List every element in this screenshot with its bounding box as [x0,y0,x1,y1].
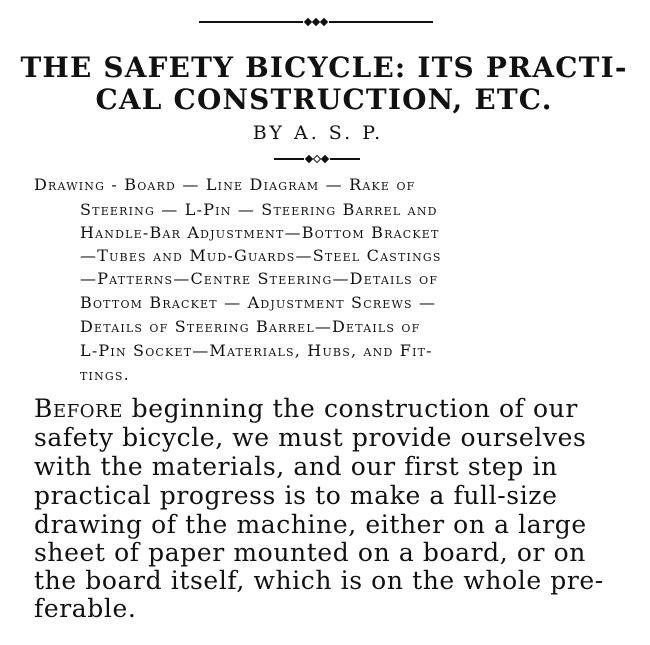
body-lead-word: Before [34,394,124,423]
diamond-icon [320,18,328,26]
body-line-6: sheet of paper mounted on a board, or on [34,538,586,567]
byline: BY A. S. P. [252,122,384,144]
ornament-line-right [329,21,433,23]
ornament-line-right [330,158,360,160]
ornament-line-left [199,21,303,23]
synopsis-line-4: —Tubes and Mud-Guards—Steel Castings [80,246,442,265]
synopsis-line-9: tings. [80,365,130,384]
synopsis-line-5: —Patterns—Centre Steering—Details of [80,269,439,288]
body-line-8: ferable. [34,594,137,623]
article-title-line-1: THE SAFETY BICYCLE: ITS PRACTI- [20,51,628,84]
synopsis-line-1: Drawing - Board — Line Diagram — Rake of [34,175,416,194]
top-ornament-rule [196,16,436,28]
synopsis-line-8: L-Pin Socket—Materials, Hubs, and Fit- [80,341,433,360]
ornament-diamonds [305,156,329,162]
body-line-1-text: beginning the construction of our [123,394,578,423]
synopsis-line-7: Details of Steering Barrel—Details of [80,317,421,336]
section-ornament-rule [272,153,362,165]
diamond-icon [321,155,329,163]
body-line-4: practical progress is to make a full-size [34,481,558,510]
ornament-diamonds [304,19,328,25]
synopsis-line-6: Bottom Bracket — Adjustment Screws — [80,293,437,312]
synopsis-line-3: Handle-Bar Adjustment—Bottom Bracket [80,223,440,242]
body-line-7: the board itself, which is on the whole pre- [34,566,604,595]
body-line-3: with the materials, and our first step in [34,452,558,481]
synopsis-line-2: Steering — L-Pin — Steering Barrel and [80,200,438,219]
body-line-1 [34,394,578,424]
ornament-line-left [274,158,304,160]
body-line-5: drawing of the machine, either on a large [34,510,587,539]
article-title-line-2: CAL CONSTRUCTION, ETC. [95,83,553,116]
body-line-2: safety bicycle, we must provide ourselves [34,423,587,452]
